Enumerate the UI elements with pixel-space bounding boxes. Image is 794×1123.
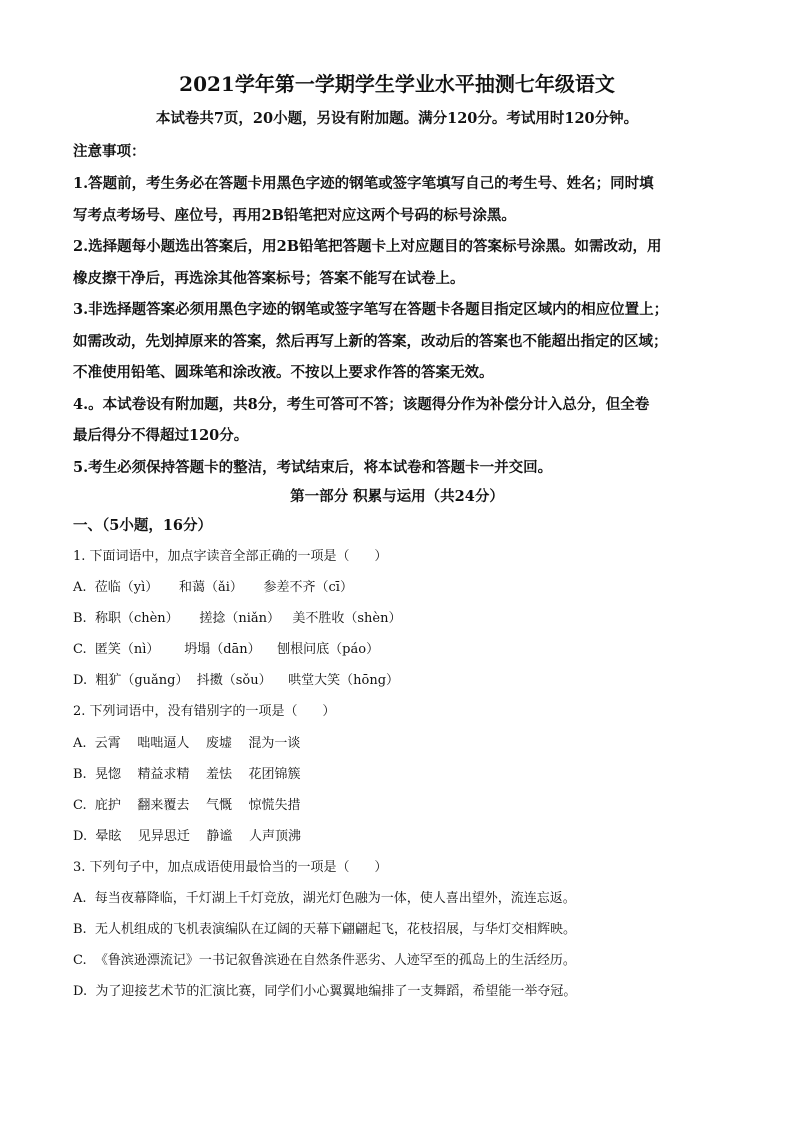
group-title: 一、（5小题，16分） bbox=[73, 517, 213, 534]
notice-heading: 注意事项： bbox=[73, 143, 146, 160]
notice-list bbox=[73, 168, 723, 483]
notice-line: 3.非选择题答案必须用黑色字迹的钢笔或签字笔写在答题卡各题目指定区域内的相应位置上； bbox=[73, 301, 669, 318]
question-option: B. 晃惚 精益求精 羞怯 花团锦簇 bbox=[73, 766, 301, 782]
question-option: A. 莅临（yì） 和蔼（ǎi） 参差不齐（cī） bbox=[73, 580, 353, 596]
exam-subtitle: 本试卷共7页，20小题，另设有附加题。满分120分。考试用时120分钟。 bbox=[155, 110, 639, 127]
question-option: C. 庇护 翻来覆去 气慨 惊慌失措 bbox=[73, 797, 301, 813]
notice-line: 写考点考场号、座位号，再用2B铅笔把对应这两个号码的标号涂黑。 bbox=[73, 206, 516, 224]
exam-title: 2021学年第一学期学生学业水平抽测七年级语文 bbox=[179, 72, 615, 96]
question-list bbox=[73, 541, 733, 1007]
section-title: 第一部分 积累与运用（共24分） bbox=[290, 488, 504, 505]
notice-line: 橡皮擦干净后，再选涂其他答案标号；答案不能写在试卷上。 bbox=[73, 269, 465, 287]
question-option: D. 为了迎接艺术节的汇演比赛，同学们小心翼翼地编排了一支舞蹈，希望能一举夺冠。 bbox=[73, 984, 577, 1000]
notice-line: 4.。本试卷设有附加题，共8分，考生可答可不答；该题得分作为补偿分计入总分，但全卷 bbox=[73, 395, 650, 413]
question-line: 1. 下面词语中，加点字读音全部正确的一项是（ ） bbox=[73, 549, 388, 564]
notice-line: 如需改动，先划掉原来的答案，然后再写上新的答案，改动后的答案也不能超出指定的区域； bbox=[73, 332, 668, 350]
notice-line: 2.选择题每小题选出答案后，用2B铅笔把答题卡上对应题目的答案标号涂黑。如需改动，用 bbox=[73, 238, 662, 255]
question-option: B. 称职（chèn） 搓捻（niǎn） 美不胜收（shèn） bbox=[73, 611, 402, 627]
question-option: D. 晕眩 见异思迁 静谧 人声顶沸 bbox=[73, 828, 301, 844]
notice-line: 1.答题前，考生务必在答题卡用黑色字迹的钢笔或签字笔填写自己的考生号、姓名；同时填 bbox=[73, 175, 654, 192]
question-option: B. 无人机组成的飞机表演编队在辽阔的天幕下翩翩起飞，花枝招展，与华灯交相辉映。 bbox=[73, 922, 576, 938]
notice-line: 不准使用铅笔、圆珠笔和涂改液。不按以上要求作答的答案无效。 bbox=[73, 364, 494, 381]
question-option: C. 匿笑（nì） 坍塌（dān） 刨根问底（páo） bbox=[73, 642, 380, 658]
notice-line: 5.考生必须保持答题卡的整洁，考试结束后，将本试卷和答题卡一并交回。 bbox=[73, 458, 553, 476]
question-line: 2. 下列词语中，没有错别字的一项是（ ） bbox=[73, 704, 336, 720]
question-option: C. 《鲁滨逊漂流记》一书记叙鲁滨逊在自然条件恶劣、人迹罕至的孤岛上的生活经历。 bbox=[73, 953, 576, 969]
question-option: A. 云霄 咄咄逼人 废墟 混为一谈 bbox=[73, 735, 301, 751]
question-option: A. 每当夜幕降临，千灯湖上千灯竞放，湖光灯色融为一体，使人喜出望外，流连忘返。 bbox=[73, 891, 576, 907]
question-option: D. 粗犷（guǎng） 抖擞（sǒu） 哄堂大笑（hōng） bbox=[73, 673, 400, 689]
question-line: 3. 下列句子中，加点成语使用最恰当的一项是（ ） bbox=[73, 859, 388, 875]
notice-line: 最后得分不得超过120分。 bbox=[73, 427, 249, 444]
